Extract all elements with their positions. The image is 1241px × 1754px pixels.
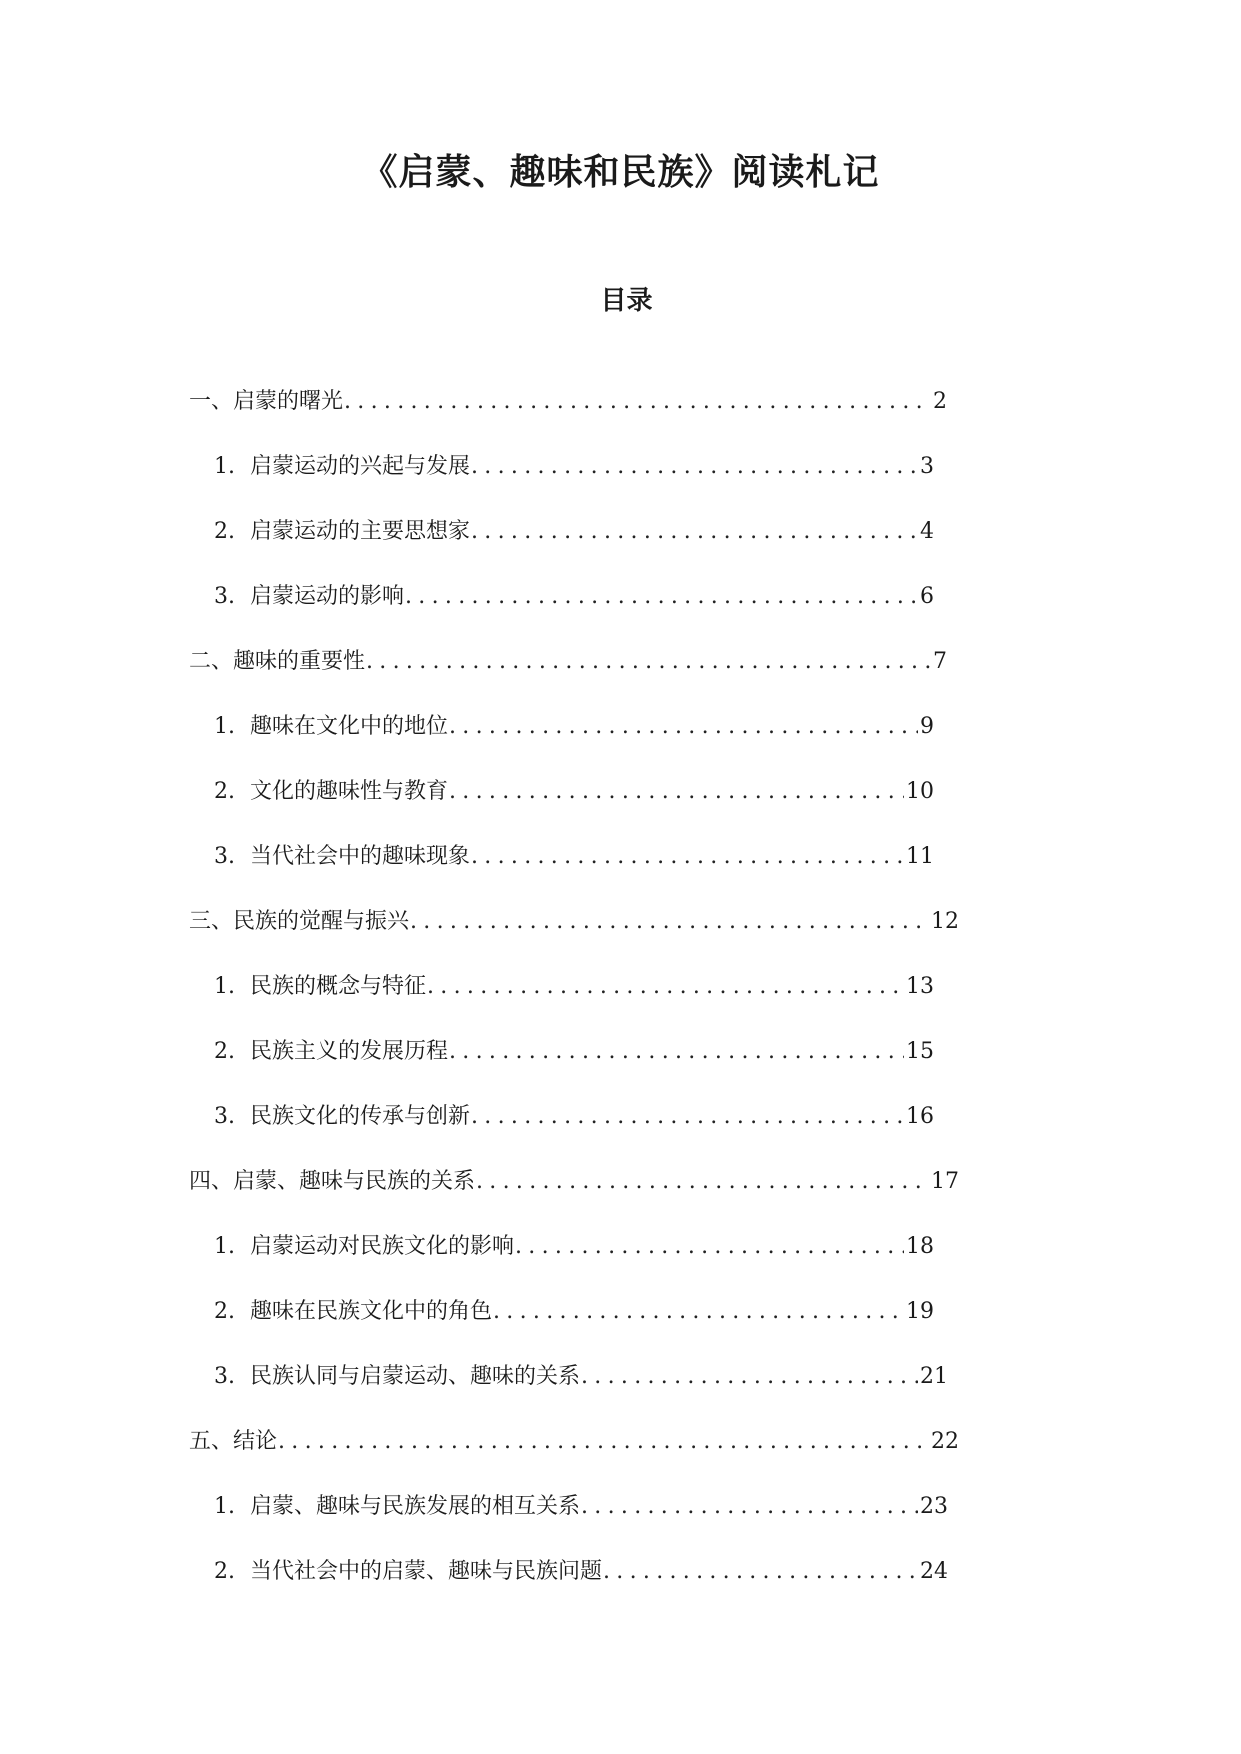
toc-entry-section-2[interactable]	[189, 642, 947, 682]
toc-page-number: 9	[920, 714, 934, 739]
toc-entry-section-1[interactable]	[189, 382, 947, 422]
toc-entry-number: 1.	[214, 454, 235, 479]
toc-entry-title: 三、民族的觉醒与振兴	[189, 909, 410, 934]
toc-entry-number: 1.	[214, 974, 235, 999]
toc-dot-leader	[449, 1032, 904, 1072]
toc-page-number: 6	[920, 584, 934, 609]
toc-page-number: 24	[920, 1559, 948, 1584]
toc-page-number: 4	[920, 519, 934, 544]
toc-dot-leader	[427, 967, 904, 1007]
toc-entry-5-1[interactable]	[214, 1487, 948, 1527]
toc-dot-leader	[471, 837, 904, 877]
toc-entry-2-2[interactable]	[214, 772, 934, 812]
toc-entry-number: 2.	[214, 779, 235, 804]
toc-entry-number: 1.	[214, 714, 235, 739]
toc-page-number: 15	[906, 1039, 934, 1064]
toc-entry-title: 趣味在民族文化中的角色	[250, 1299, 493, 1324]
toc-dot-leader	[603, 1552, 918, 1592]
toc-entry-1-1[interactable]	[214, 447, 934, 487]
toc-page-number: 23	[920, 1494, 948, 1519]
toc-entry-2-3[interactable]	[214, 837, 934, 877]
toc-dot-leader	[493, 1292, 904, 1332]
toc-entry-title: 当代社会中的趣味现象	[250, 844, 471, 869]
toc-entry-4-2[interactable]	[214, 1292, 934, 1332]
toc-entry-title: 趣味在文化中的地位	[250, 714, 449, 739]
toc-entry-title: 启蒙运动的影响	[250, 584, 405, 609]
toc-entry-4-3[interactable]	[214, 1357, 948, 1397]
toc-entry-number: 2.	[214, 519, 235, 544]
toc-dot-leader	[410, 902, 929, 942]
toc-page-number: 2	[933, 389, 947, 414]
document-title: 《启蒙、趣味和民族》阅读札记	[361, 152, 880, 193]
toc-entry-title: 启蒙运动对民族文化的影响	[250, 1234, 515, 1259]
toc-entry-title: 民族文化的传承与创新	[250, 1104, 471, 1129]
toc-entry-section-3[interactable]	[189, 902, 959, 942]
toc-page-number: 10	[906, 779, 934, 804]
toc-entry-3-1[interactable]	[214, 967, 934, 1007]
toc-entry-number: 2.	[214, 1039, 235, 1064]
toc-dot-leader	[405, 577, 918, 617]
toc-entry-3-3[interactable]	[214, 1097, 934, 1137]
toc-dot-leader	[581, 1357, 918, 1397]
toc-page-number: 13	[906, 974, 934, 999]
toc-entry-title: 文化的趣味性与教育	[250, 779, 449, 804]
toc-entry-section-4[interactable]	[189, 1162, 959, 1202]
toc-entry-1-3[interactable]	[214, 577, 934, 617]
toc-entry-number: 3.	[214, 1104, 235, 1129]
toc-entry-number: 3.	[214, 1364, 235, 1389]
toc-dot-leader	[471, 1097, 904, 1137]
toc-entry-number: 3.	[214, 584, 235, 609]
toc-dot-leader	[515, 1227, 904, 1267]
toc-dot-leader	[366, 642, 931, 682]
toc-entry-number: 2.	[214, 1299, 235, 1324]
toc-entry-title: 五、结论	[189, 1429, 278, 1454]
toc-page-number: 21	[920, 1364, 948, 1389]
toc-entry-5-2[interactable]	[214, 1552, 948, 1592]
toc-page-number: 16	[906, 1104, 934, 1129]
toc-page-number: 18	[906, 1234, 934, 1259]
toc-entry-1-2[interactable]	[214, 512, 934, 552]
toc-page-number: 3	[920, 454, 934, 479]
toc-entry-title: 启蒙、趣味与民族发展的相互关系	[250, 1494, 581, 1519]
toc-page-number: 22	[931, 1429, 959, 1454]
toc-entry-number: 1.	[214, 1234, 235, 1259]
toc-dot-leader	[476, 1162, 929, 1202]
toc-entry-number: 2.	[214, 1559, 235, 1584]
toc-entry-title: 四、启蒙、趣味与民族的关系	[189, 1169, 476, 1194]
toc-entry-3-2[interactable]	[214, 1032, 934, 1072]
toc-page-number: 7	[933, 649, 947, 674]
toc-entry-title: 启蒙运动的兴起与发展	[250, 454, 471, 479]
toc-dot-leader	[344, 382, 931, 422]
toc-entry-title: 当代社会中的启蒙、趣味与民族问题	[250, 1559, 603, 1584]
toc-entry-title: 民族主义的发展历程	[250, 1039, 449, 1064]
toc-entry-4-1[interactable]	[214, 1227, 934, 1267]
toc-entry-section-5[interactable]	[189, 1422, 959, 1462]
toc-heading: 目录	[600, 286, 653, 316]
toc-dot-leader	[449, 772, 904, 812]
toc-dot-leader	[449, 707, 918, 747]
toc-page-number: 17	[931, 1169, 959, 1194]
toc-dot-leader	[471, 512, 918, 552]
toc-entry-title: 民族认同与启蒙运动、趣味的关系	[250, 1364, 581, 1389]
toc-entry-title: 启蒙运动的主要思想家	[250, 519, 471, 544]
toc-dot-leader	[471, 447, 918, 487]
toc-dot-leader	[278, 1422, 929, 1462]
toc-entry-number: 3.	[214, 844, 235, 869]
toc-entry-title: 二、趣味的重要性	[189, 649, 366, 674]
toc-entry-title: 一、启蒙的曙光	[189, 389, 344, 414]
toc-entry-2-1[interactable]	[214, 707, 934, 747]
toc-entry-title: 民族的概念与特征	[250, 974, 427, 999]
toc-page-number: 11	[906, 844, 934, 869]
toc-entry-number: 1.	[214, 1494, 235, 1519]
toc-page-number: 12	[931, 909, 959, 934]
toc-page-number: 19	[906, 1299, 934, 1324]
toc-dot-leader	[581, 1487, 918, 1527]
